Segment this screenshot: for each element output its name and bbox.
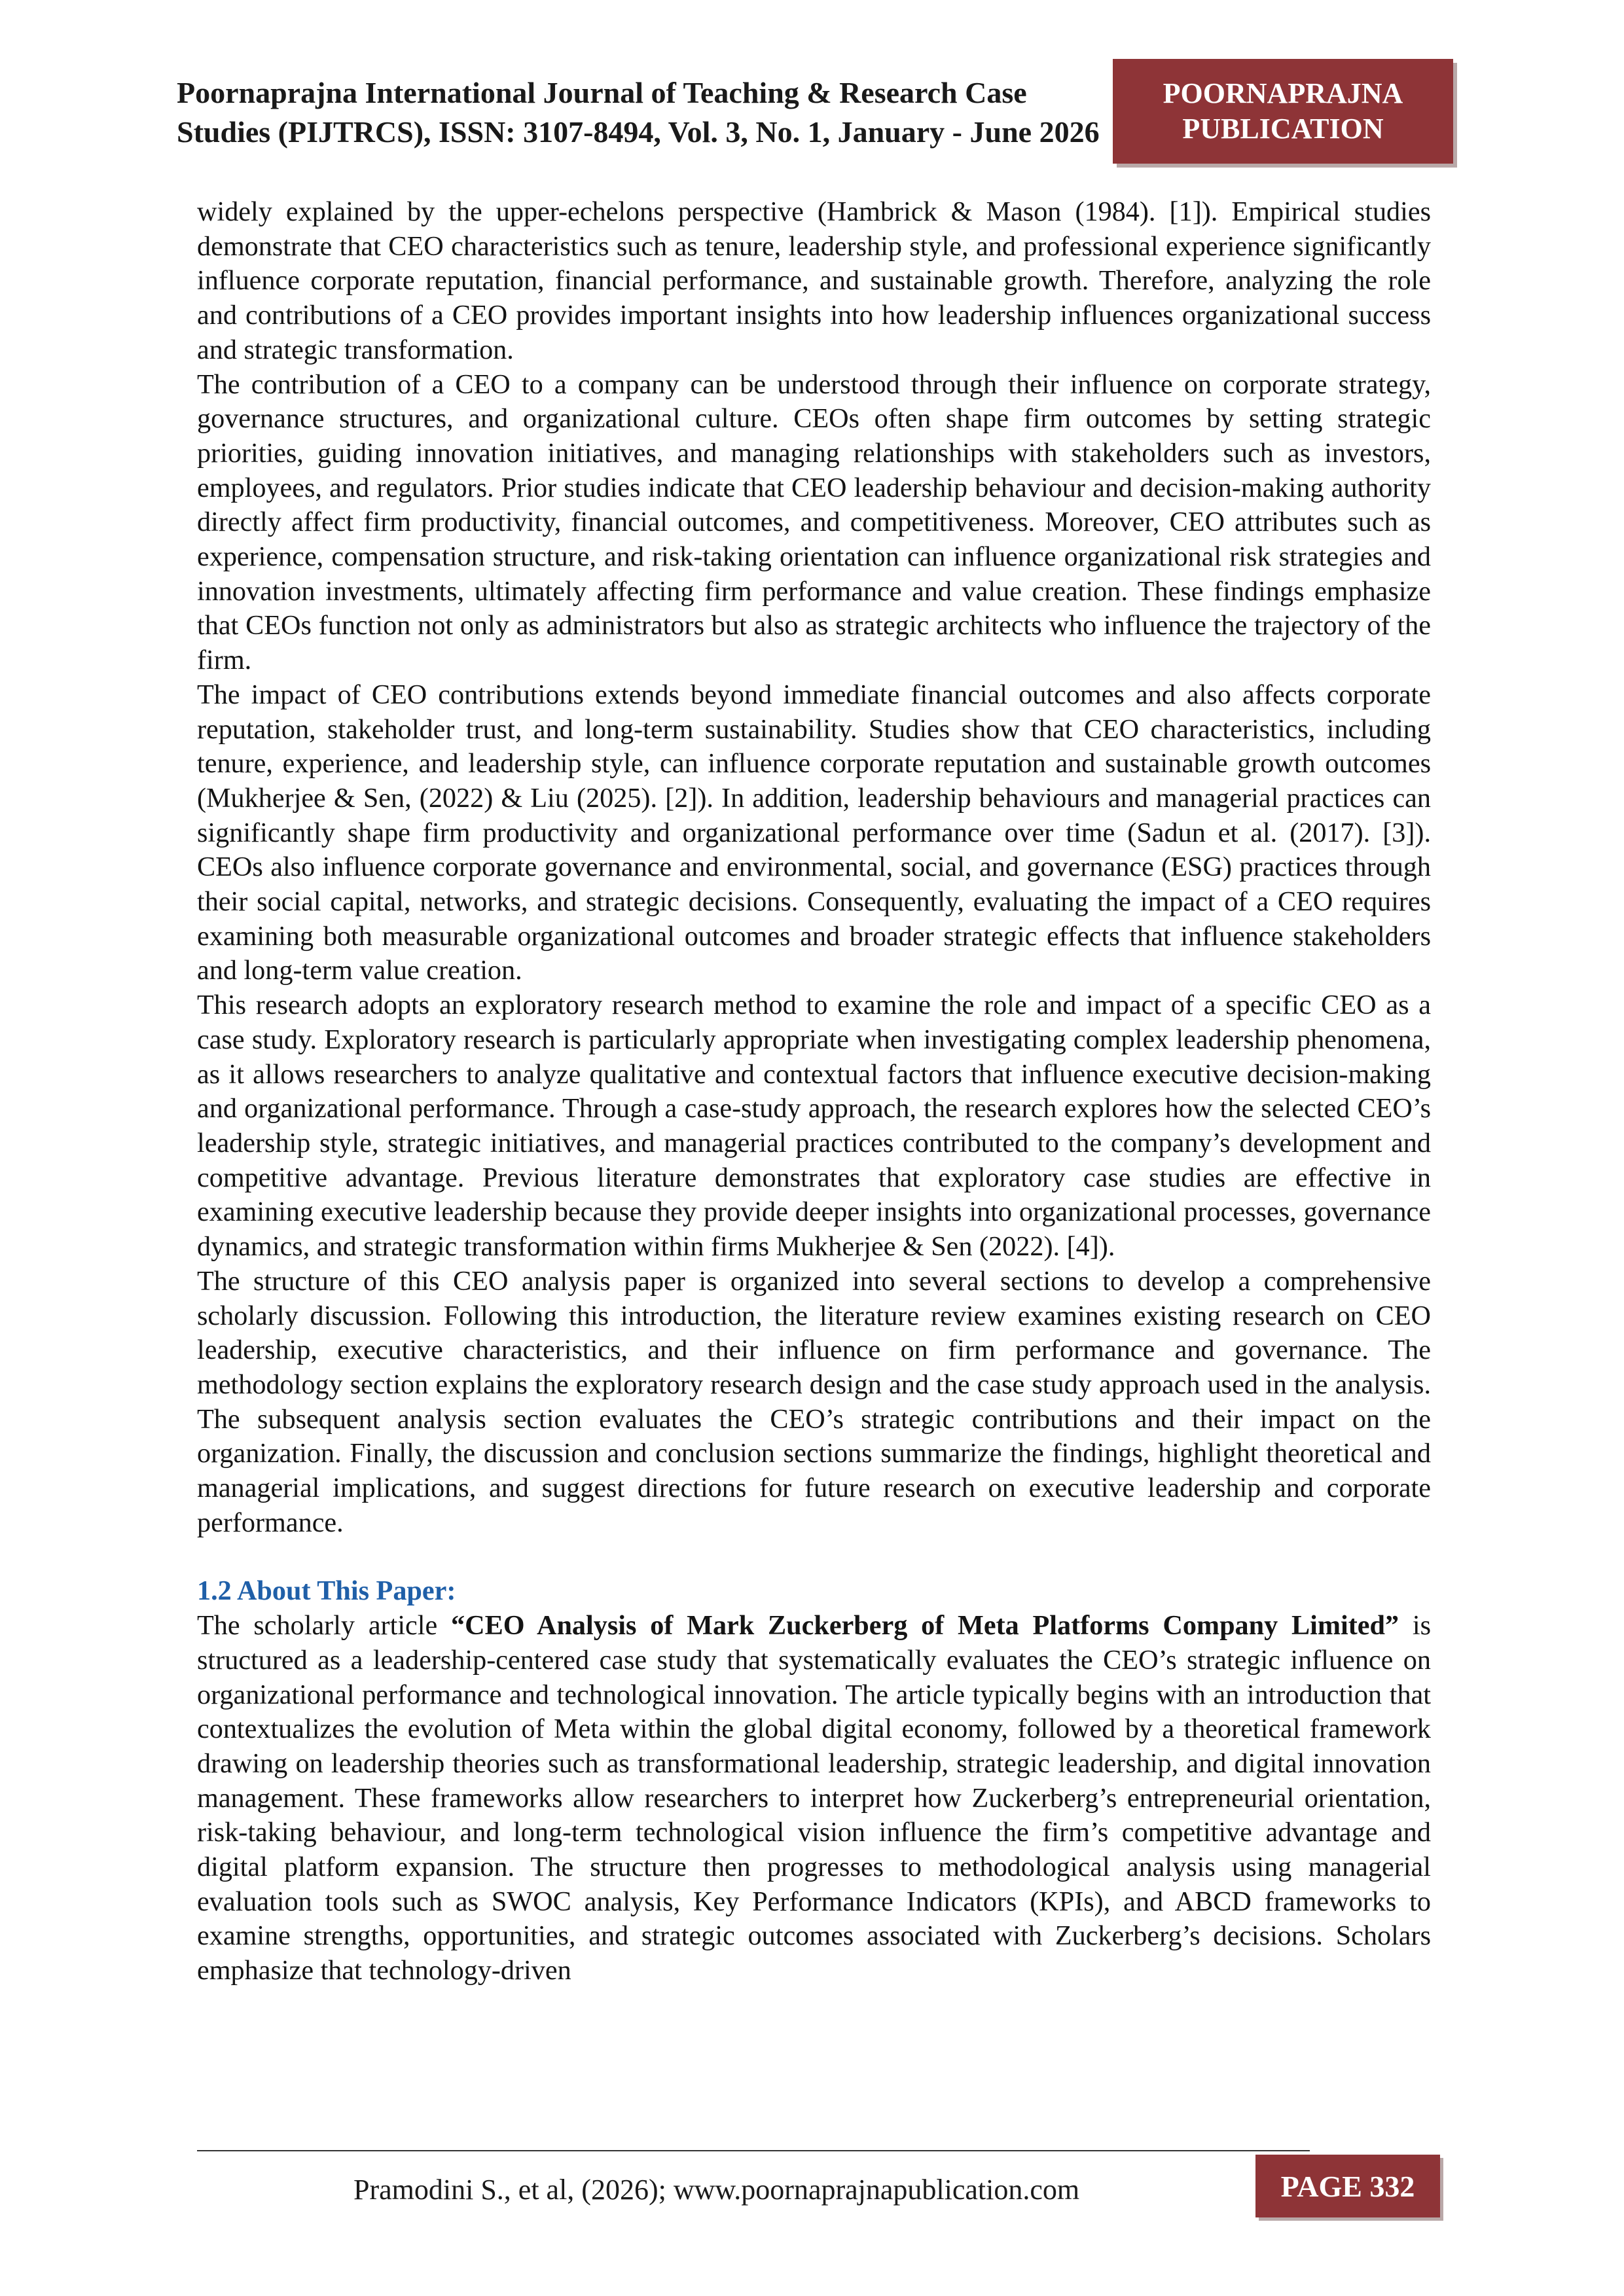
footer-citation: Pramodini S., et al, (2026); www.poornaprajnapublication.com: [353, 2174, 1080, 2206]
publisher-name-line-2: PUBLICATION: [1182, 113, 1384, 145]
article-body: [197, 195, 1431, 1988]
body-paragraph: The contribution of a CEO to a company can be understood through their influence on corporate strategy, governance structures, and organizational culture. CEOs often shape firm outcomes by setting strategic priorities, guiding innovation initiatives, and managing relationships with stakeholders such as investors, employees, and regulators. Prior studies indicate that CEO leadership behaviour and decision-making authority directly affect firm productivity, financial outcomes, and competitiveness. Moreover, CEO attributes such as experience, compensation structure, and risk-taking orientation can influence organizational risk strategies and innovation investments, ultimately affecting firm performance and value creation. These findings emphasize that CEOs function not only as administrators but also as strategic architects who influence the trajectory of the firm.: [197, 368, 1431, 676]
article-title-text: “CEO Analysis of Mark Zuckerberg of Meta Platforms Company Limited”: [451, 1610, 1399, 1641]
publisher-name-line-1: POORNAPRAJNA: [1163, 77, 1403, 109]
about-paragraph: [197, 1609, 1431, 1988]
about-body-text: is structured as a leadership-centered case study that systematically evaluates the CEO’s strategic influence on organizational performance and technological innovation. The article typically begins with an introduction that contextualizes the evolution of Meta within the global digital economy, followed by a theoretical framework drawing on leadership theories such as transformational leadership, strategic leadership, and digital innovation management. These frameworks allow researchers to interpret how Zuckerberg’s entrepreneurial orientation, risk-taking behaviour, and long-term technological vision influence the firm’s competitive advantage and digital platform expansion. The structure then progresses to methodological analysis using managerial evaluation tools such as SWOC analysis, Key Performance Indicators (KPIs), and ABCD frameworks to examine strengths, opportunities, and strategic outcomes associated with Zuckerberg’s decisions. Scholars emphasize that technology-driven: [197, 1610, 1431, 1986]
body-paragraph: widely explained by the upper-echelons perspective (Hambrick & Mason (1984). [1]). Empirical studies demonstrate that CEO characteristics such as tenure, leadership style, and professional experience significantly influence corporate reputation, financial performance, and sustainable growth. Therefore, analyzing the role and contributions of a CEO provides important insights into how leadership influences organizational success and strategic transformation.: [197, 196, 1431, 365]
page-number-badge: PAGE 332: [1255, 2155, 1440, 2217]
journal-title-line-1: Poornaprajna International Journal of Teaching & Research Case: [177, 76, 1027, 109]
journal-title-line-2: Studies (PIJTRCS), ISSN: 3107-8494, Vol. 3, No. 1, January - June 2026: [177, 115, 1100, 149]
body-paragraph: The impact of CEO contributions extends beyond immediate financial outcomes and also affects corporate reputation, stakeholder trust, and long-term sustainability. Studies show that CEO characteristics, including tenure, experience, and leadership style, can influence corporate reputation and sustainable growth outcomes (Mukherjee & Sen, (2022) & Liu (2025). [2]). In addition, leadership behaviours and managerial practices can significantly shape firm productivity and organizational performance over time (Sadun et al. (2017). [3]). CEOs also influence corporate governance and environmental, social, and governance (ESG) practices through their social capital, networks, and strategic decisions. Consequently, evaluating the impact of a CEO requires examining both measurable organizational outcomes and broader strategic effects that influence stakeholders and long-term value creation.: [197, 679, 1431, 986]
body-paragraph: This research adopts an exploratory research method to examine the role and impact of a specific CEO as a case study. Exploratory research is particularly appropriate when investigating complex leadership phenomena, as it allows researchers to analyze qualitative and contextual factors that influence executive decision-making and organizational performance. Through a case-study approach, the research explores how the selected CEO’s leadership style, strategic initiatives, and managerial practices contributed to the company’s development and competitive advantage. Previous literature demonstrates that exploratory case studies are effective in examining executive leadership because they provide deeper insights into organizational processes, governance dynamics, and strategic transformation within firms Mukherjee & Sen (2022). [4]).: [197, 990, 1431, 1263]
body-paragraph: The structure of this CEO analysis paper is organized into several sections to develop a comprehensive scholarly discussion. Following this introduction, the literature review examines existing research on CEO leadership, executive characteristics, and their influence on firm performance and governance. The methodology section explains the exploratory research design and the case study approach used in the analysis. The subsequent analysis section evaluates the CEO’s strategic contributions and their impact on the organization. Finally, the discussion and conclusion sections summarize the findings, highlight theoretical and managerial implications, and suggest directions for future research on executive leadership and corporate performance.: [197, 1265, 1431, 1538]
footer-divider: [197, 2150, 1310, 2151]
section-heading: 1.2 About This Paper:: [197, 1575, 456, 1607]
publisher-badge: [1113, 59, 1453, 164]
about-intro-text: The scholarly article: [197, 1610, 452, 1641]
journal-header: [177, 73, 1132, 152]
